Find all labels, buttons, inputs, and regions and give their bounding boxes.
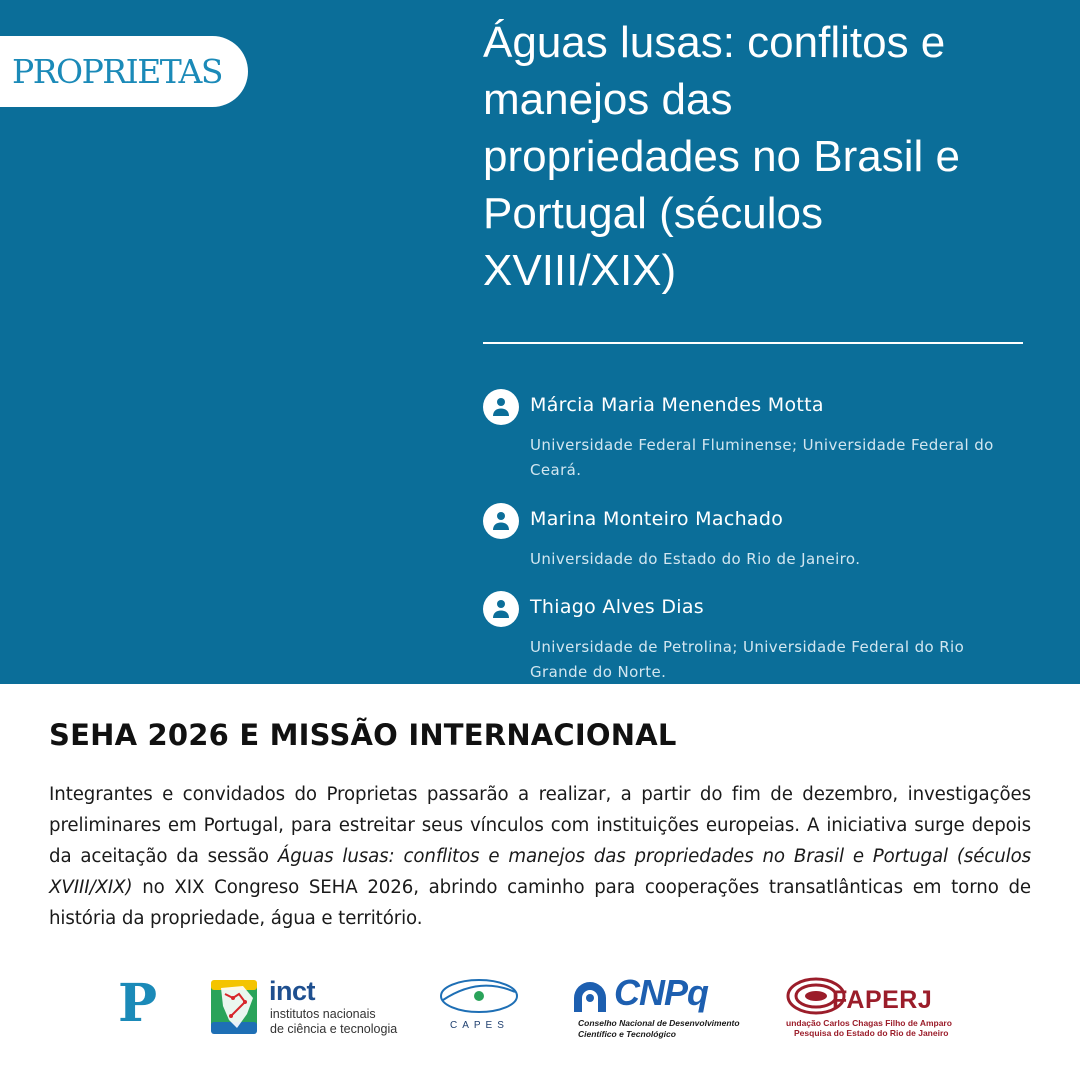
inct-name: inct — [269, 976, 316, 1006]
body-text-end: no XIX Congreso SEHA 2026, abrindo caminho para cooperações transatlânticas em torno de história da propriedade, água e território. — [49, 877, 1031, 929]
brand-badge[interactable] — [0, 36, 248, 107]
faperj-logo[interactable] — [786, 976, 976, 1040]
section-heading: SEHA 2026 E MISSÃO INTERNACIONAL — [49, 718, 677, 752]
capes-name: CAPES — [450, 1020, 509, 1031]
author-affiliation — [530, 547, 1020, 572]
capes-logo[interactable] — [438, 974, 520, 1038]
affiliation-line: Universidade de Petrolina; Universidade Federal do Rio — [530, 638, 965, 656]
user-icon — [483, 503, 519, 539]
author-affiliation — [530, 635, 1020, 685]
body-text-start: Integrantes e convidados do Proprietas passarão a realizar, a partir do fim de dezembro, investigações preliminares em Portugal, para estreitar seus vínculos com instituições europeias. A iniciativa surge depois da aceitação da sessão — [49, 784, 1031, 867]
cnpq-subtitle: Científico e Tecnológico — [578, 1029, 676, 1039]
title-line: manejos das — [483, 75, 733, 124]
affiliation-line: Universidade Federal Fluminense; Universidade Federal do — [530, 436, 994, 454]
inct-subtitle: de ciência e tecnologia — [270, 1022, 398, 1036]
sponsor-logos — [0, 960, 1080, 1050]
proprietas-mark-letter: P — [118, 973, 158, 1034]
cnpq-name: CNPq — [614, 972, 708, 1013]
author-affiliation — [530, 433, 1020, 483]
title-line: Águas lusas: conflitos e — [483, 18, 946, 67]
article-body — [49, 779, 1031, 934]
faperj-name: FAPERJ — [832, 986, 933, 1014]
user-icon — [483, 389, 519, 425]
cnpq-emblem-icon — [570, 976, 610, 1016]
affiliation-line: Grande do Norte. — [530, 663, 667, 681]
proprietas-mark-logo[interactable] — [118, 973, 158, 1034]
inct-subtitle: institutos nacionais — [270, 1007, 376, 1021]
author-name: Marina Monteiro Machado — [530, 508, 784, 530]
author-name: Márcia Maria Menendes Motta — [530, 394, 824, 416]
affiliation-line: Ceará. — [530, 461, 582, 479]
cnpq-logo[interactable] — [570, 974, 750, 1040]
capes-emblem-icon — [438, 974, 520, 1018]
user-icon — [483, 591, 519, 627]
brazil-map-icon — [209, 976, 261, 1038]
title-line: XVIII/XIX) — [483, 246, 677, 295]
affiliation-line: Universidade do Estado do Rio de Janeiro. — [530, 550, 861, 568]
session-title-italic: Águas lusas: conflitos e manejos das propriedades no Brasil e Portugal (séculos XVIII/XIX) — [49, 846, 1031, 898]
inct-logo[interactable] — [209, 976, 399, 1040]
faperj-subtitle: Pesquisa do Estado do Rio de Janeiro — [794, 1028, 949, 1038]
author-name: Thiago Alves Dias — [530, 596, 704, 618]
title-line: Portugal (séculos — [483, 189, 823, 238]
session-title — [483, 14, 1043, 299]
hero-divider — [0, 684, 441, 687]
cnpq-subtitle: Conselho Nacional de Desenvolvimento — [578, 1018, 740, 1028]
faperj-subtitle: undação Carlos Chagas Filho de Amparo — [786, 1018, 952, 1028]
title-rule — [483, 342, 1023, 344]
brand-logo-text: PROPRIETAS — [12, 52, 222, 91]
title-line: propriedades no Brasil e — [483, 132, 960, 181]
